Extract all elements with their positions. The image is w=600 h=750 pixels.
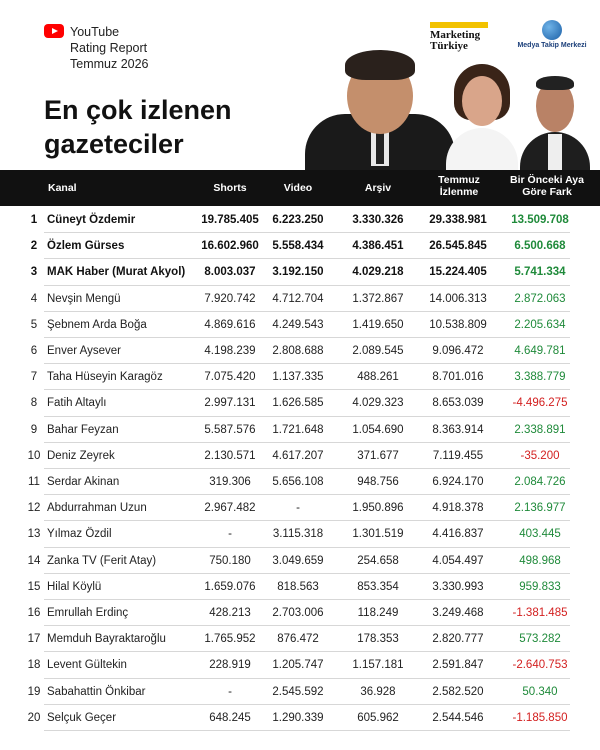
cell-name: Emrullah Erdinç [47, 607, 129, 619]
cell-shorts: 16.602.960 [201, 240, 259, 253]
col-header-video: Video [283, 182, 313, 194]
report-meta [70, 24, 149, 72]
cell-video: 2.545.592 [272, 685, 324, 698]
cell-name: Fatih Altaylı [47, 397, 107, 410]
cell-arsiv: 1.054.690 [352, 423, 404, 436]
cell-fark: 959.833 [519, 580, 561, 593]
cell-arsiv: 488.261 [357, 371, 399, 384]
cell-fark: 4.649.781 [514, 345, 566, 357]
cell-rank: 12 [27, 502, 41, 515]
cell-rank: 5 [30, 318, 38, 331]
cell-rank: 4 [30, 292, 38, 305]
table-row [0, 286, 600, 312]
cell-arsiv: 1.950.896 [352, 502, 404, 515]
cell-rank: 1 [30, 214, 38, 226]
cell-fark: 6.500.668 [514, 240, 566, 253]
cell-fark: 50.340 [522, 685, 558, 698]
cell-video: 3.192.150 [272, 266, 324, 279]
cell-fark: 2.136.977 [514, 502, 566, 515]
page-title [44, 93, 232, 161]
cell-rank: 16 [27, 607, 41, 619]
cell-rank: 15 [27, 580, 41, 593]
cell-shorts: 4.869.616 [204, 318, 256, 331]
cell-rank: 20 [27, 711, 41, 724]
cell-fark: 2.205.634 [514, 318, 566, 331]
cell-shorts: 5.587.576 [204, 423, 256, 436]
cell-shorts: 7.075.420 [204, 371, 256, 384]
cell-temmuz: 6.924.170 [432, 476, 484, 488]
cell-arsiv: 853.354 [357, 580, 399, 593]
cell-fark: 2.872.063 [514, 292, 566, 305]
cell-shorts: 8.003.037 [204, 266, 256, 279]
cell-video: 1.626.585 [272, 397, 324, 410]
cell-shorts: 228.919 [209, 659, 251, 672]
cell-arsiv: 1.157.181 [352, 659, 404, 672]
col-header-arsiv: Arşiv [364, 182, 392, 194]
cell-video: 1.137.335 [272, 371, 324, 384]
table-row [0, 626, 600, 652]
cell-temmuz: 9.096.472 [432, 345, 484, 357]
cell-arsiv: 4.386.451 [352, 240, 404, 253]
cell-fark: 2.084.726 [514, 476, 566, 488]
cell-rank: 13 [27, 528, 41, 541]
table-row [0, 600, 600, 626]
cell-fark: 498.968 [519, 554, 561, 567]
cell-temmuz: 7.119.455 [432, 449, 484, 462]
cell-shorts: 648.245 [209, 711, 251, 724]
table-row [0, 207, 600, 233]
cell-name: Levent Gültekin [47, 659, 127, 672]
cell-temmuz: 3.249.468 [432, 607, 484, 619]
row-divider [44, 730, 570, 731]
cell-temmuz: 4.416.837 [432, 528, 484, 541]
cell-arsiv: 2.089.545 [352, 345, 404, 357]
cell-fark: 13.509.708 [511, 214, 569, 226]
cell-arsiv: 4.029.323 [352, 397, 404, 410]
cell-name: Taha Hüseyin Karagöz [47, 371, 163, 384]
cell-temmuz: 2.820.777 [432, 633, 484, 646]
cell-shorts: 7.920.742 [204, 292, 256, 305]
cell-video: 5.656.108 [272, 476, 324, 488]
cell-shorts: 4.198.239 [204, 345, 256, 357]
cell-fark: 573.282 [519, 633, 561, 646]
cell-shorts: 428.213 [209, 607, 251, 619]
cell-name: Hilal Köylü [47, 580, 102, 593]
cell-video: 3.049.659 [272, 554, 324, 567]
cell-rank: 18 [27, 659, 41, 672]
cell-rank: 19 [27, 685, 41, 698]
cell-temmuz: 4.918.378 [432, 502, 484, 515]
table-row [0, 312, 600, 338]
cell-video: 876.472 [277, 633, 319, 646]
cell-temmuz: 26.545.845 [429, 240, 487, 253]
table-row [0, 390, 600, 416]
cell-fark: -1.185.850 [512, 711, 568, 724]
cell-rank: 11 [28, 476, 40, 488]
cell-shorts: - [228, 685, 232, 698]
cell-arsiv: 3.330.326 [352, 214, 404, 226]
cell-temmuz: 8.363.914 [432, 423, 484, 436]
cell-name: Abdurrahman Uzun [47, 502, 147, 515]
cell-fark: -35.200 [520, 449, 560, 462]
cell-name: Yılmaz Özdil [47, 528, 112, 541]
cell-video: - [296, 502, 300, 515]
table-row [0, 417, 600, 443]
cell-temmuz: 2.591.847 [432, 659, 484, 672]
cell-rank: 17 [27, 633, 41, 646]
brand-name: YouTube [70, 25, 120, 39]
cell-temmuz: 4.054.497 [432, 554, 484, 567]
cell-video: 1.721.648 [272, 423, 324, 436]
report-period: Temmuz 2026 [70, 57, 149, 71]
cell-name: Selçuk Geçer [47, 711, 117, 724]
cell-video: 4.617.207 [272, 449, 324, 462]
col-header-temmuz: Temmuz İzlenme [438, 174, 480, 198]
table-row [0, 574, 600, 600]
cell-arsiv: 4.029.218 [352, 266, 404, 279]
table-row [0, 364, 600, 390]
col-header-fark: Bir Önceki Aya Göre Fark [510, 174, 584, 198]
col-header-kanal: Kanal [48, 182, 77, 194]
cell-rank: 14 [27, 554, 41, 567]
cell-arsiv: 605.962 [357, 711, 399, 724]
cell-video: 1.290.339 [272, 711, 324, 724]
cell-rank: 2 [30, 240, 38, 253]
cell-name: Özlem Gürses [47, 240, 125, 253]
cell-name: Bahar Feyzan [47, 423, 119, 436]
cell-arsiv: 1.419.650 [352, 318, 404, 331]
cell-shorts: - [228, 528, 232, 541]
youtube-logo-icon [44, 24, 64, 38]
cell-temmuz: 2.544.546 [432, 711, 484, 724]
marketing-turkiye-logo: Marketing Türkiye [430, 22, 488, 68]
cell-name: Serdar Akinan [47, 476, 120, 488]
cell-arsiv: 948.756 [357, 476, 399, 488]
cell-video: 818.563 [277, 580, 319, 593]
col-header-shorts: Shorts [213, 182, 247, 194]
medya-takip-logo: Medya Takip Merkezi [512, 20, 592, 64]
cell-video: 2.808.688 [272, 345, 324, 357]
cell-fark: 2.338.891 [514, 423, 566, 436]
cell-temmuz: 8.701.016 [432, 371, 484, 384]
cell-rank: 3 [30, 266, 38, 279]
cell-temmuz: 2.582.520 [432, 685, 484, 698]
cell-shorts: 2.967.482 [204, 502, 256, 515]
cell-video: 6.223.250 [272, 214, 324, 226]
cell-arsiv: 36.928 [360, 685, 396, 698]
cell-arsiv: 254.658 [357, 554, 399, 567]
cell-shorts: 750.180 [209, 554, 251, 567]
cell-video: 5.558.434 [272, 240, 324, 253]
cell-arsiv: 1.301.519 [352, 528, 404, 541]
title-line-2: gazeteciler [44, 129, 184, 159]
cell-fark: 3.388.779 [514, 371, 566, 384]
report-header [0, 0, 600, 170]
cell-video: 1.205.747 [272, 659, 324, 672]
table-row [0, 259, 600, 285]
cell-name: Şebnem Arda Boğa [47, 318, 147, 331]
cell-fark: 5.741.334 [514, 266, 566, 279]
table-row [0, 652, 600, 678]
cell-shorts: 2.130.571 [204, 449, 256, 462]
cell-fark: 403.445 [519, 528, 561, 541]
report-name: Rating Report [70, 41, 148, 55]
globe-icon [542, 20, 562, 40]
cell-arsiv: 118.249 [357, 607, 399, 619]
cell-name: Sabahattin Önkibar [47, 685, 146, 698]
table-row [0, 521, 600, 547]
cell-video: 4.249.543 [272, 318, 324, 331]
cell-temmuz: 10.538.809 [429, 318, 487, 331]
cell-temmuz: 8.653.039 [432, 397, 484, 410]
presenter-photo-2 [440, 62, 522, 170]
cell-shorts: 1.765.952 [204, 633, 256, 646]
table-row [0, 548, 600, 574]
cell-name: Nevşin Mengü [47, 292, 121, 305]
cell-rank: 10 [27, 449, 41, 462]
cell-shorts: 319.306 [209, 476, 251, 488]
table-row [0, 233, 600, 259]
cell-name: Deniz Zeyrek [47, 449, 115, 462]
cell-rank: 9 [30, 423, 38, 436]
cell-video: 4.712.704 [272, 292, 324, 305]
cell-name: Cüneyt Özdemir [47, 214, 136, 226]
cell-temmuz: 15.224.405 [429, 266, 487, 279]
cell-shorts: 19.785.405 [201, 214, 259, 226]
cell-arsiv: 371.677 [357, 449, 399, 462]
cell-name: Memduh Bayraktaroğlu [47, 633, 166, 646]
cell-shorts: 2.997.131 [204, 397, 256, 410]
table-row [0, 495, 600, 521]
cell-temmuz: 14.006.313 [429, 292, 487, 305]
cell-name: MAK Haber (Murat Akyol) [47, 266, 186, 279]
cell-temmuz: 29.338.981 [429, 214, 487, 226]
presenter-photo-3 [518, 74, 592, 170]
cell-rank: 6 [30, 345, 38, 357]
table-row [0, 443, 600, 469]
cell-rank: 8 [30, 397, 38, 410]
cell-fark: -4.496.275 [512, 397, 568, 410]
cell-fark: -1.381.485 [512, 607, 568, 619]
table-row [0, 679, 600, 705]
cell-video: 2.703.006 [272, 607, 324, 619]
table-row [0, 705, 600, 731]
cell-rank: 7 [30, 371, 38, 384]
cell-name: Zanka TV (Ferit Atay) [47, 554, 157, 567]
cell-arsiv: 178.353 [357, 633, 399, 646]
cell-arsiv: 1.372.867 [352, 292, 404, 305]
title-line-1: En çok izlenen [44, 95, 232, 125]
table-row [0, 338, 600, 364]
cell-name: Enver Aysever [47, 345, 121, 357]
table-row [0, 469, 600, 495]
cell-fark: -2.640.753 [512, 659, 568, 672]
table-header [0, 170, 600, 206]
cell-shorts: 1.659.076 [204, 580, 256, 593]
cell-video: 3.115.318 [272, 528, 324, 541]
cell-temmuz: 3.330.993 [432, 580, 484, 593]
